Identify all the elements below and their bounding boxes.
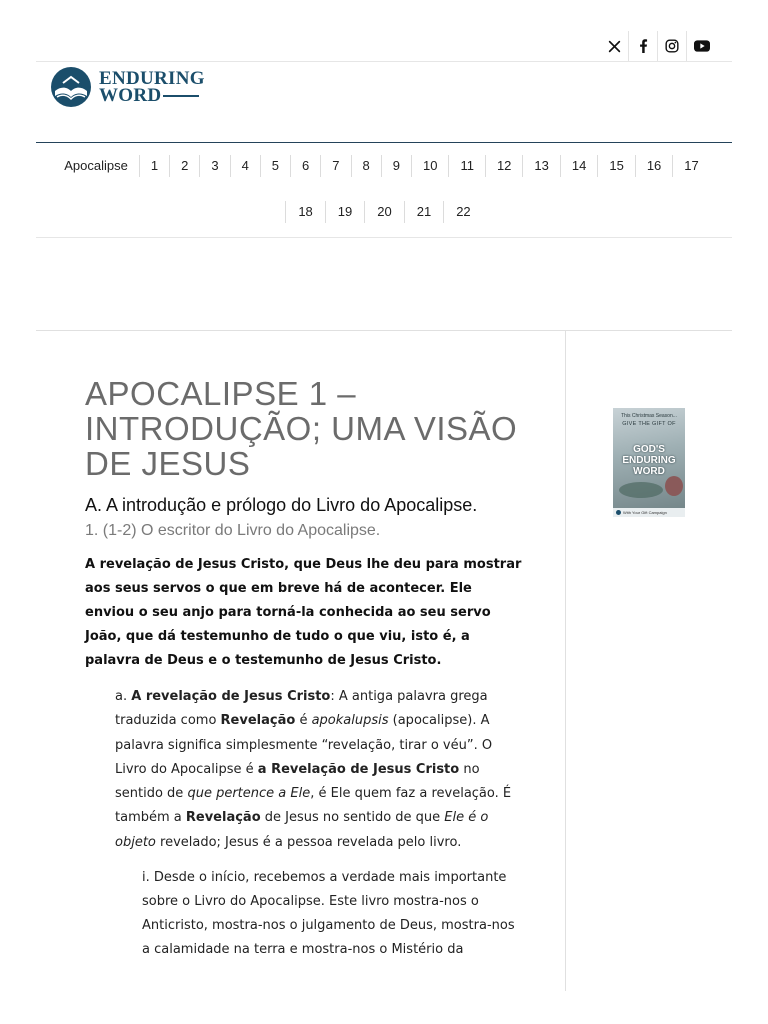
instagram-icon[interactable] bbox=[658, 31, 687, 61]
article bbox=[85, 376, 525, 962]
ad-logo-icon bbox=[616, 510, 621, 515]
bold-term: Revelação bbox=[220, 713, 296, 729]
christmas-gift-ad[interactable] bbox=[613, 408, 685, 517]
chapter-link-11[interactable]: 11 bbox=[448, 155, 485, 177]
chapter-link-4[interactable]: 4 bbox=[230, 155, 260, 177]
chapter-link-22[interactable]: 22 bbox=[443, 201, 482, 223]
chapter-link-6[interactable]: 6 bbox=[290, 155, 320, 177]
chapter-link-book[interactable]: Apocalipse bbox=[64, 158, 128, 173]
chapter-link-17[interactable]: 17 bbox=[672, 155, 709, 177]
chapter-link-12[interactable]: 12 bbox=[485, 155, 522, 177]
logo-text bbox=[99, 70, 205, 104]
commentary-point-a bbox=[115, 685, 525, 855]
chapter-link-10[interactable]: 10 bbox=[411, 155, 448, 177]
italic-term: apokalupsis bbox=[311, 713, 389, 729]
chapter-link-1[interactable]: 1 bbox=[139, 155, 169, 177]
logo-line2-text: WORD bbox=[99, 85, 162, 106]
text: é bbox=[295, 713, 312, 729]
ad-title: GOD'S ENDURING WORD bbox=[622, 444, 676, 477]
ad-tagline: This Christmas Season... bbox=[621, 413, 677, 419]
bold-term: Revelação bbox=[185, 810, 261, 826]
x-icon[interactable] bbox=[600, 31, 629, 61]
chapter-nav-bottom-rule bbox=[36, 237, 732, 238]
text: , é Ele quem faz a revelação. É também a bbox=[115, 786, 512, 826]
scripture-passage: A revelação de Jesus Cristo, que Deus lhe deu para mostrar aos seus servos o que em breve há de acontecer. Ele enviou o seu anjo para torná-la conhecida ao seu servo João, que dá testemunho de tudo o que viu, isto é, a palavra de Deus e o testemunho de Jesus Cristo. bbox=[85, 557, 522, 668]
point-prefix: a. bbox=[115, 689, 132, 704]
pinecone-image bbox=[665, 476, 683, 496]
chapter-link-13[interactable]: 13 bbox=[522, 155, 559, 177]
open-book-logo-icon bbox=[49, 66, 93, 108]
chapter-link-18[interactable]: 18 bbox=[285, 201, 324, 223]
text: no sentido de bbox=[115, 761, 480, 802]
chapter-nav-row-1 bbox=[36, 154, 732, 178]
text: de Jesus no sentido de que bbox=[260, 810, 445, 826]
text: (apocalipse). A palavra significa simplesmente “revelação, tirar o véu”. O Livro do Apocalipse é bbox=[115, 713, 493, 777]
bold-term: A revelação de Jesus Cristo bbox=[131, 689, 331, 704]
logo-line2 bbox=[99, 87, 205, 104]
page-title: APOCALIPSE 1 – INTRODUÇÃO; UMA VISÃO DE JESUS bbox=[85, 375, 518, 482]
chapter-link-9[interactable]: 9 bbox=[381, 155, 411, 177]
content-top-rule bbox=[36, 330, 732, 331]
chapter-link-3[interactable]: 3 bbox=[199, 155, 229, 177]
logo-line1: ENDURING bbox=[99, 68, 205, 89]
chapter-link-7[interactable]: 7 bbox=[320, 155, 350, 177]
italic-term: Ele é o objeto bbox=[115, 810, 489, 850]
chapter-link-14[interactable]: 14 bbox=[560, 155, 597, 177]
italic-term: que pertence a Ele bbox=[187, 786, 311, 802]
section-heading: A. A introdução e prólogo do Livro do Apocalipse. bbox=[85, 495, 478, 515]
bold-term: a Revelação de Jesus Cristo bbox=[257, 761, 460, 777]
ad-footer bbox=[613, 508, 685, 517]
chapter-nav-row-2 bbox=[36, 200, 732, 224]
chapter-link-20[interactable]: 20 bbox=[364, 201, 403, 223]
chapter-link-16[interactable]: 16 bbox=[635, 155, 672, 177]
chapter-link-19[interactable]: 19 bbox=[325, 201, 364, 223]
chapter-link-2[interactable]: 2 bbox=[169, 155, 199, 177]
header-divider bbox=[36, 61, 732, 62]
pine-branch-image bbox=[619, 482, 663, 498]
commentary-point-i: i. Desde o início, recebemos a verdade mais importante sobre o Livro do Apocalipse. Este livro mostra-nos o Anticristo, mostra-nos o julgamento de Deus, mostra-nos a calamidade na terra e mostra-nos o Mistério da bbox=[142, 870, 515, 958]
chapter-link-5[interactable]: 5 bbox=[260, 155, 290, 177]
youtube-icon[interactable] bbox=[687, 31, 716, 61]
sidebar-divider bbox=[565, 331, 566, 991]
ad-footer-text: With Your Gift Campaign bbox=[623, 510, 667, 515]
site-logo[interactable] bbox=[49, 66, 205, 108]
logo-underline bbox=[163, 95, 199, 97]
chapter-nav bbox=[36, 154, 732, 224]
ad-subtagline: GIVE THE GIFT OF bbox=[622, 421, 676, 427]
social-links bbox=[600, 31, 716, 61]
chapter-link-21[interactable]: 21 bbox=[404, 201, 443, 223]
chapter-link-15[interactable]: 15 bbox=[597, 155, 634, 177]
text: revelado; Jesus é a pessoa revelada pelo livro. bbox=[155, 834, 462, 850]
subsection-heading: 1. (1-2) O escritor do Livro do Apocalipse. bbox=[85, 522, 381, 539]
chapter-nav-top-rule bbox=[36, 142, 732, 143]
chapter-link-8[interactable]: 8 bbox=[351, 155, 381, 177]
text: : A antiga palavra grega traduzida como bbox=[115, 689, 488, 729]
facebook-icon[interactable] bbox=[629, 31, 658, 61]
